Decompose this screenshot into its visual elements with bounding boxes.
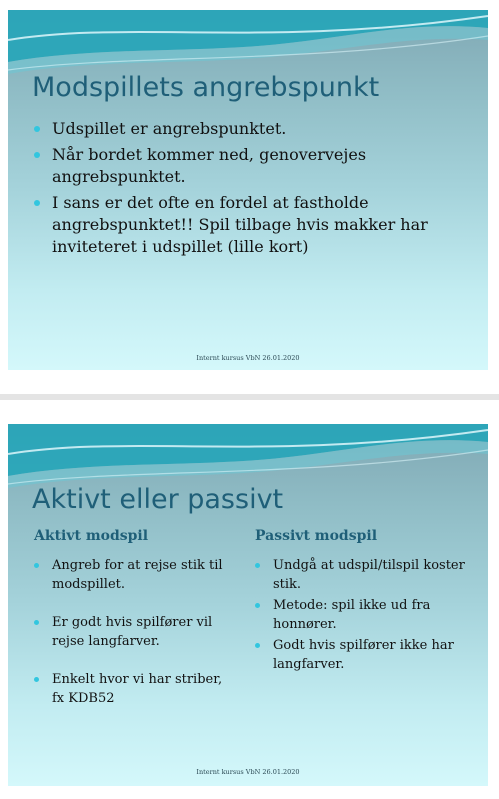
bullet-icon (34, 152, 40, 158)
column-heading-aktivt: Aktivt modspil (34, 528, 149, 544)
column-heading-passivt: Passivt modspil (255, 528, 378, 544)
bullet-icon (255, 603, 260, 608)
bullet-icon (34, 677, 39, 682)
bullet-icon (255, 643, 260, 648)
list-item (34, 670, 234, 708)
list-item (34, 613, 234, 651)
bullet-icon (34, 620, 39, 625)
wave-decoration (8, 10, 488, 80)
slide-title: Aktivt eller passivt (32, 484, 284, 515)
bullet-text: Udspillet er angrebspunktet. (52, 119, 287, 138)
slide-divider (0, 394, 499, 400)
list-item (255, 636, 470, 674)
list-item (34, 118, 474, 140)
bullet-list-passivt (255, 556, 470, 676)
bullet-icon (34, 126, 40, 132)
bullet-text: Enkelt hvor vi har striber, fx KDB52 (52, 672, 223, 706)
slide-footer: Internt kursus VbN 26.01.2020 (196, 768, 300, 776)
slide-footer: Internt kursus VbN 26.01.2020 (196, 354, 300, 362)
bullet-text: Angreb for at rejse stik til modspillet. (52, 558, 223, 592)
bullet-icon (255, 563, 260, 568)
slide-modspillets-angrebspunkt (8, 10, 488, 370)
bullet-text: Er godt hvis spilfører vil rejse langfarver. (52, 615, 213, 649)
list-item (255, 596, 470, 634)
bullet-text: Godt hvis spilfører ikke har langfarver. (273, 638, 454, 672)
bullet-text: Metode: spil ikke ud fra honnører. (273, 598, 431, 632)
list-item (255, 556, 470, 594)
list-item (34, 144, 474, 188)
bullet-icon (34, 563, 39, 568)
list-item (34, 192, 474, 258)
bullet-list-aktivt (34, 556, 234, 727)
bullet-text: Når bordet kommer ned, genovervejes angrebspunktet. (52, 145, 367, 186)
slide-aktivt-eller-passivt (8, 424, 488, 786)
bullet-text: I sans er det ofte en fordel at fastholde angrebspunktet!! Spil tilbage hvis makker har inviteteret i udspillet (lille kort) (52, 193, 428, 256)
list-item (34, 556, 234, 594)
bullet-text: Undgå at udspil/tilspil koster stik. (273, 558, 465, 592)
bullet-list (34, 118, 474, 262)
bullet-icon (34, 200, 40, 206)
slide-title: Modspillets angrebspunkt (32, 72, 380, 103)
